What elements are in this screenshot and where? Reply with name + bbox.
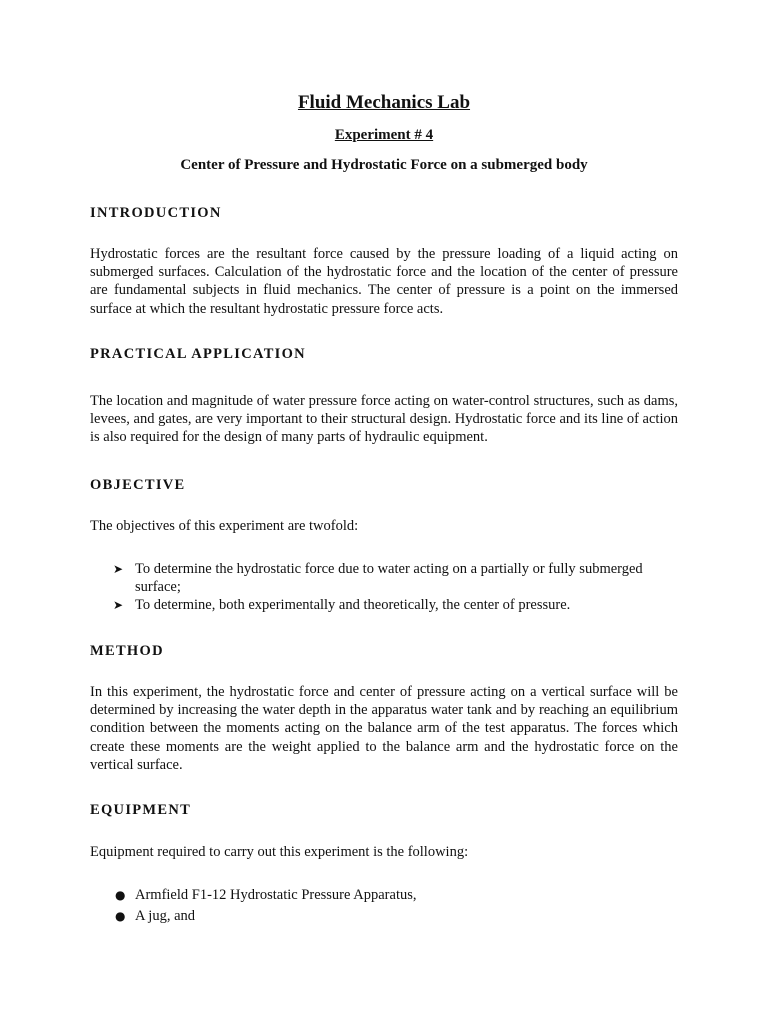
equipment-list — [113, 886, 678, 928]
method-paragraph: In this experiment, the hydrostatic force and center of pressure acting on a vertical surface will be determined by increasing the water depth in the apparatus water tank and by reaching an equilibrium condition between the moments acting on the balance arm of the test apparatus. The forces which create these moments are the weight applied to the balance arm and the hydrostatic force on the vertical surface. — [90, 684, 678, 773]
objective-heading: OBJECTIVE — [90, 477, 186, 493]
arrow-bullet-icon: ➤ — [113, 598, 124, 613]
arrow-bullet-icon: ➤ — [113, 562, 124, 576]
bullet-dot-icon: ● — [115, 909, 126, 924]
list-item — [113, 886, 678, 904]
objective-list — [113, 560, 678, 615]
document-title: Fluid Mechanics Lab — [297, 92, 471, 113]
equipment-heading: EQUIPMENT — [90, 802, 192, 818]
introduction-paragraph: Hydrostatic forces are the resultant force caused by the pressure loading of a liquid acting on submerged surfaces. Calculation of the hydrostatic force and the location of the center of pressure are fundamental subjects in fluid mechanics. The center of pressure is a point on the immersed surface at which the resultant hydrostatic pressure force acts. — [90, 246, 678, 317]
objective-intro: The objectives of this experiment are twofold: — [90, 518, 359, 534]
equipment-item-text: A jug, and — [135, 908, 196, 925]
introduction-heading: INTRODUCTION — [90, 205, 222, 221]
objective-item-text: To determine the hydrostatic force due to water acting on a partially or fully submerged surface; — [135, 561, 643, 596]
equipment-intro: Equipment required to carry out this experiment is the following: — [90, 844, 469, 860]
list-item — [113, 907, 678, 925]
objective-item-text: To determine, both experimentally and theoretically, the center of pressure. — [135, 597, 571, 614]
practical-application-heading: PRACTICAL APPLICATION — [90, 346, 306, 362]
experiment-number: Experiment # 4 — [334, 127, 434, 143]
bullet-dot-icon: ● — [115, 888, 126, 902]
equipment-item-text: Armfield F1-12 Hydrostatic Pressure Apparatus, — [135, 887, 417, 903]
method-heading: METHOD — [90, 643, 164, 659]
practical-application-paragraph: The location and magnitude of water pressure force acting on water-control structures, such as dams, levees, and gates, are very important to their structural design. Hydrostatic force and its line of action is also required for the design of many parts of hydraulic equipment. — [90, 393, 678, 446]
list-item — [113, 560, 678, 596]
experiment-topic: Center of Pressure and Hydrostatic Force on a submerged body — [180, 157, 588, 173]
list-item — [113, 596, 678, 614]
